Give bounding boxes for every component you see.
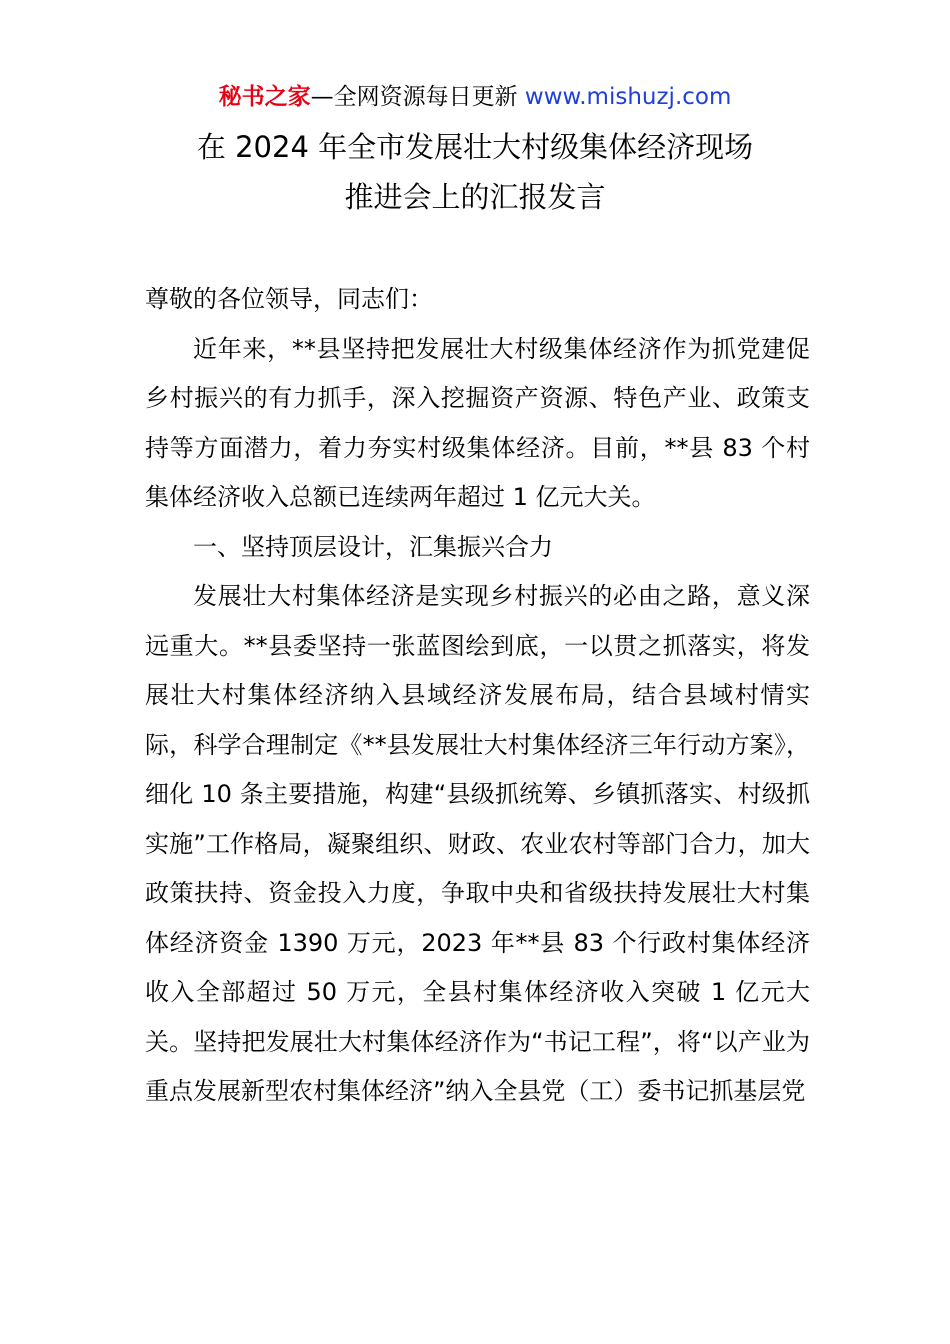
brand-name: 秘书之家	[218, 84, 311, 110]
title-line-2: 推进会上的汇报发言	[344, 180, 606, 214]
site-url-link[interactable]: www.mishuzj.com	[524, 84, 732, 110]
site-header	[0, 80, 950, 114]
document-body	[145, 275, 810, 1117]
document-title	[0, 122, 950, 222]
section-heading: 一、坚持顶层设计，汇集振兴合力	[193, 532, 553, 561]
salutation: 尊敬的各位领导，同志们：	[145, 285, 433, 313]
paragraph-section-1: 发展壮大村集体经济是实现乡村振兴的必由之路，意义深远重大。**县委坚持一张蓝图绘到底，一以贯之抓落实，将发展壮大村集体经济纳入县域经济发展布局，结合县域村情实际，科学合理制定《**县发展壮大村集体经济三年行动方案》，细化 10 条主要措施，构建“县级抓统筹、乡镇抓落实、村级抓实施”工作格局，凝聚组织、财政、农业农村等部门合力，加大政策扶持、资金投入力度，争取中央和省级扶持发展壮大村集体经济资金 1390 万元，2023 年**县 83 个行政村集体经济收入全部超过 50 万元，全县村集体经济收入突破 1 亿元大关。坚持把发展壮大村集体经济作为“书记工程”，将“以产业为重点发展新型农村集体经济”纳入全县党（工）委书记抓基层党	[145, 582, 810, 1105]
title-line-1: 在 2024 年全市发展壮大村级集体经济现场	[196, 130, 754, 164]
paragraph-intro: 近年来，**县坚持把发展壮大村级集体经济作为抓党建促乡村振兴的有力抓手，深入挖掘资产资源、特色产业、政策支持等方面潜力，着力夯实村级集体经济。目前，**县 83 个村集体经济收入总额已连续两年超过 1 亿元大关。	[145, 334, 810, 511]
header-tagline: —全网资源每日更新	[310, 84, 525, 110]
